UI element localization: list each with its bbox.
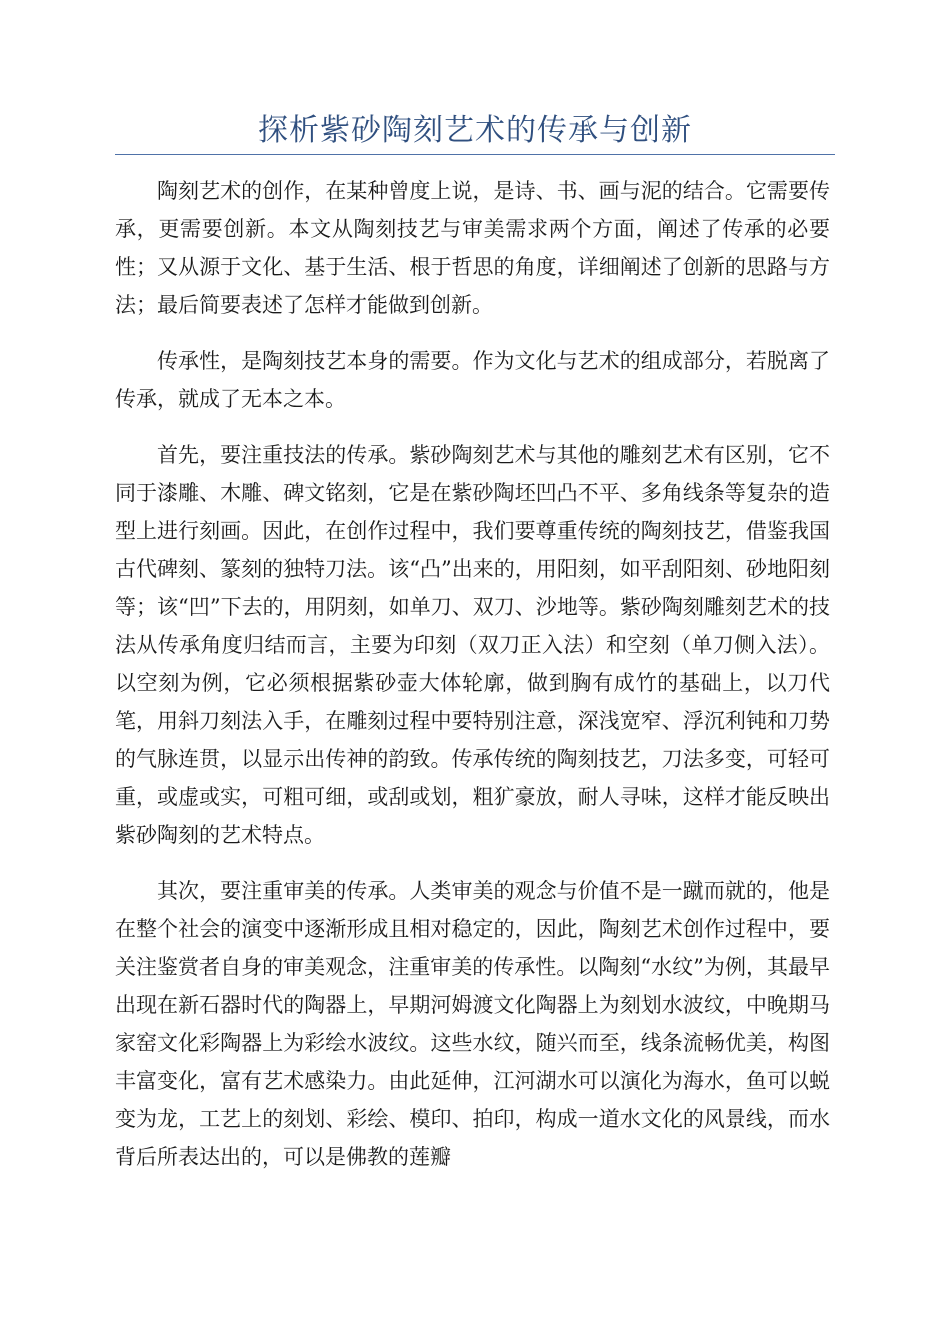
title-underline — [115, 154, 835, 155]
paragraph-abstract: 陶刻艺术的创作，在某种曾度上说，是诗、书、画与泥的结合。它需要传承，更需要创新。本文从陶刻技艺与审美需求两个方面，阐述了传承的必要性；又从源于文化、基于生活、根于哲思的角度，详细阐述了创新的思路与方法；最后简要表述了怎样才能做到创新。 — [115, 179, 830, 317]
paragraph-inheritance-intro: 传承性，是陶刻技艺本身的需要。作为文化与艺术的组成部分，若脱离了传承，就成了无本之本。 — [115, 349, 830, 411]
document-title: 探析紫砂陶刻艺术的传承与创新 — [258, 113, 692, 148]
document-body — [115, 172, 830, 1194]
paragraph-technique-inheritance: 首先，要注重技法的传承。紫砂陶刻艺术与其他的雕刻艺术有区别，它不同于漆雕、木雕、碑文铭刻，它是在紫砂陶坯凹凸不平、多角线条等复杂的造型上进行刻画。因此，在创作过程中，我们要尊重传统的陶刻技艺，借鉴我国古代碑刻、篆刻的独特刀法。该“凸”出来的，用阳刻，如平刮阳刻、砂地阳刻等；该“凹”下去的，用阴刻，如单刀、双刀、沙地等。紫砂陶刻雕刻艺术的技法从传承角度归结而言，主要为印刻（双刀正入法）和空刻（单刀侧入法）。以空刻为例，它必须根据紫砂壶大体轮廓，做到胸有成竹的基础上，以刀代笔，用斜刀刻法入手，在雕刻过程中要特别注意，深浅宽窄、浮沉利钝和刀势的气脉连贯，以显示出传神的韵致。传承传统的陶刻技艺，刀法多变，可轻可重，或虚或实，可粗可细，或刮或划，粗犷豪放，耐人寻味，这样才能反映出紫砂陶刻的艺术特点。 — [115, 443, 830, 847]
paragraph-aesthetic-inheritance: 其次，要注重审美的传承。人类审美的观念与价值不是一蹴而就的，他是在整个社会的演变中逐渐形成且相对稳定的，因此，陶刻艺术创作过程中，要关注鉴赏者自身的审美观念，注重审美的传承性。以陶刻“水纹”为例，其最早出现在新石器时代的陶器上，早期河姆渡文化陶器上为刻划水波纹，中晚期马家窑文化彩陶器上为彩绘水波纹。这些水纹，随兴而至，线条流畅优美，构图丰富变化，富有艺术感染力。由此延伸，江河湖水可以演化为海水，鱼可以蜕变为龙，工艺上的刻划、彩绘、模印、拍印，构成一道水文化的风景线，而水背后所表达出的，可以是佛教的莲瓣 — [115, 879, 830, 1169]
